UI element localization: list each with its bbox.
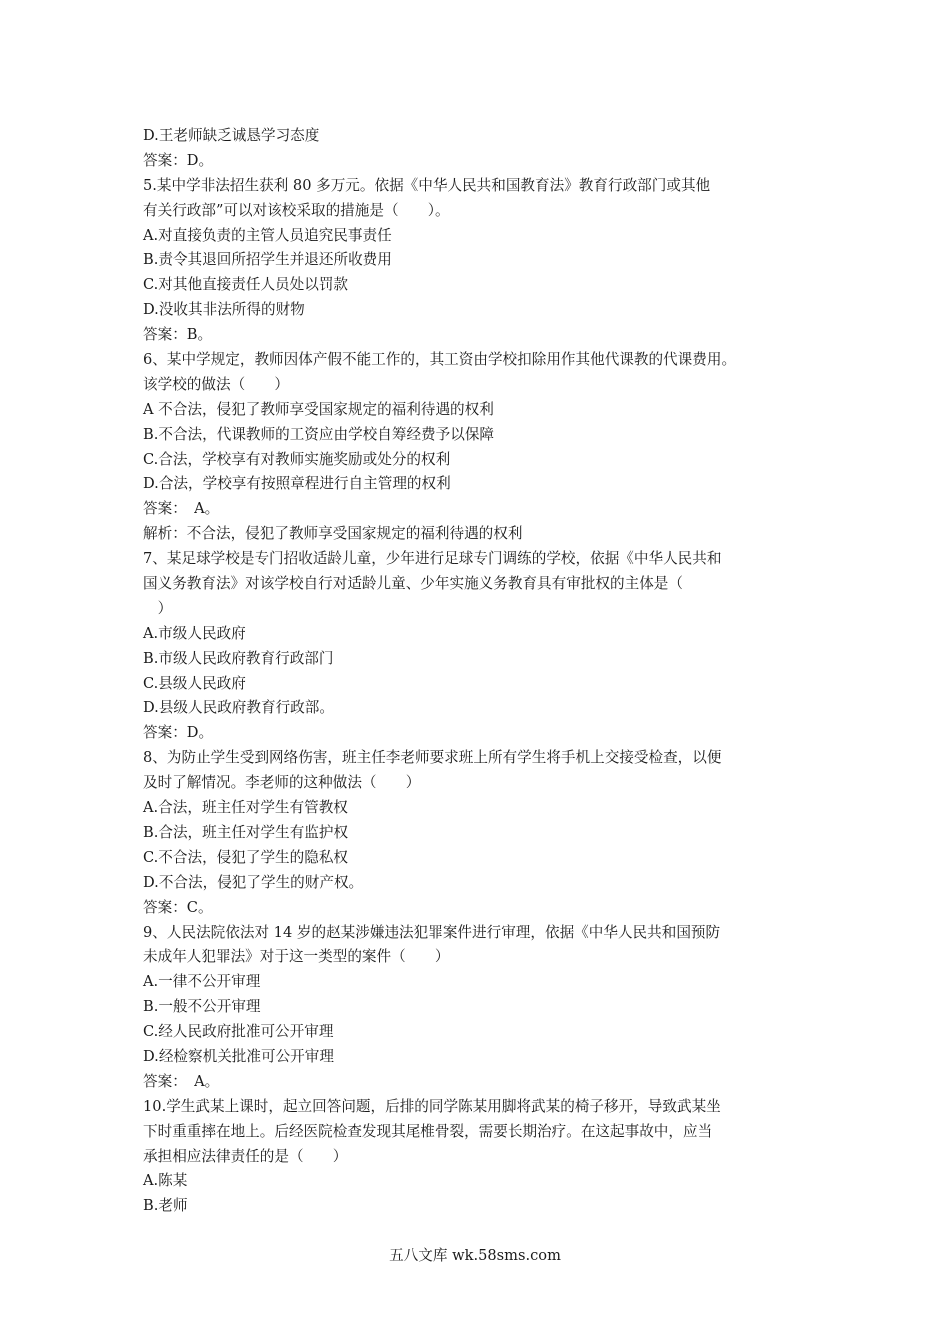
option-a: A.市级人民政府 bbox=[143, 624, 246, 642]
question-9-line-2: 未成年人犯罪法》对于这一类型的案件（ ） bbox=[143, 948, 450, 966]
option-c: C.经人民政府批准可公开审理 bbox=[143, 1023, 334, 1041]
option-c: C.县级人民政府 bbox=[143, 674, 246, 692]
option-b: B.合法，班主任对学生有监护权 bbox=[143, 823, 349, 841]
option-a: A.合法，班主任对学生有管教权 bbox=[143, 799, 348, 817]
option-b: B.责令其退回所招学生并退还所收费用 bbox=[143, 251, 392, 269]
option-c: C.不合法，侵犯了学生的隐私权 bbox=[143, 848, 349, 866]
question-5-line-1: 5.某中学非法招生获利 80 多万元。依据《中华人民共和国教育法》教育行政部门或其他 bbox=[143, 176, 711, 194]
question-7-line-3: ） bbox=[143, 599, 173, 617]
option-d: D.没收其非法所得的财物 bbox=[143, 301, 305, 319]
answer-line: 答案：D。 bbox=[143, 724, 214, 742]
option-b: B.不合法，代课教师的工资应由学校自筹经费予以保障 bbox=[143, 425, 495, 443]
option-b: B.一般不公开审理 bbox=[143, 998, 261, 1016]
question-10-line-3: 承担相应法律责任的是（ ） bbox=[143, 1147, 348, 1165]
question-10-line-1: 10.学生武某上课时，起立回答问题，后排的同学陈某用脚将武某的椅子移开，导致武某坐 bbox=[143, 1097, 721, 1115]
question-9-line-1: 9、人民法院依法对 14 岁的赵某涉嫌违法犯罪案件进行审理，依据《中华人民共和国预防 bbox=[143, 923, 721, 941]
option-b: B.老师 bbox=[143, 1197, 188, 1215]
option-a: A.对直接负责的主管人员追究民事责任 bbox=[143, 226, 392, 244]
question-10-line-2: 下时重重摔在地上。后经医院检查发现其尾椎骨裂，需要长期治疗。在这起事故中，应当 bbox=[143, 1122, 713, 1140]
option-d: D.不合法，侵犯了学生的财产权。 bbox=[143, 873, 364, 891]
page-footer: 五八文库 wk.58sms.com bbox=[389, 1247, 561, 1264]
explanation-line: 解析：不合法，侵犯了教师享受国家规定的福利待遇的权利 bbox=[143, 525, 523, 543]
option-d: D.经检察机关批准可公开审理 bbox=[143, 1047, 334, 1065]
question-7-line-1: 7、某足球学校是专门招收适龄儿童，少年进行足球专门调练的学校，依据《中华人民共和 bbox=[143, 550, 722, 568]
option-a: A 不合法，侵犯了教师享受国家规定的福利待遇的权利 bbox=[143, 400, 494, 418]
option-d: D.合法，学校享有按照章程进行自主管理的权利 bbox=[143, 475, 451, 493]
answer-line: 答案：B。 bbox=[143, 326, 213, 344]
option-a: A.一律不公开审理 bbox=[143, 973, 261, 991]
option-a: A.陈某 bbox=[143, 1172, 188, 1190]
text-line: D.王老师缺乏诚恳学习态度 bbox=[143, 127, 320, 144]
option-c: C.对其他直接责任人员处以罚款 bbox=[143, 276, 349, 294]
question-6-line-1: 6、某中学规定，教师因体产假不能工作的，其工资由学校扣除用作其他代课教的代课费用。 bbox=[143, 351, 737, 369]
option-d: D.县级人民政府教育行政部。 bbox=[143, 699, 334, 717]
question-5-line-2: 有关行政部”可以对该校采取的措施是（ ）。 bbox=[143, 201, 450, 219]
option-b: B.市级人民政府教育行政部门 bbox=[143, 649, 334, 667]
answer-line: 答案： A。 bbox=[143, 500, 220, 518]
document-body bbox=[143, 124, 823, 1219]
question-8-line-1: 8、为防止学生受到网络伤害，班主任李老师要求班上所有学生将手机上交接受检查，以便 bbox=[143, 749, 722, 767]
option-c: C.合法，学校享有对教师实施奖励或处分的权利 bbox=[143, 450, 451, 468]
answer-line: 答案：C。 bbox=[143, 898, 213, 916]
answer-line: 答案： A。 bbox=[143, 1072, 220, 1090]
question-6-line-2: 该学校的做法（ ） bbox=[143, 375, 289, 393]
answer-line: 答案：D。 bbox=[143, 151, 214, 169]
question-8-line-2: 及时了解情况。李老师的这种做法（ ） bbox=[143, 774, 421, 792]
question-7-line-2: 国义务教育法》对该学校自行对适龄儿童、少年实施义务教育具有审批权的主体是（ bbox=[143, 575, 683, 593]
